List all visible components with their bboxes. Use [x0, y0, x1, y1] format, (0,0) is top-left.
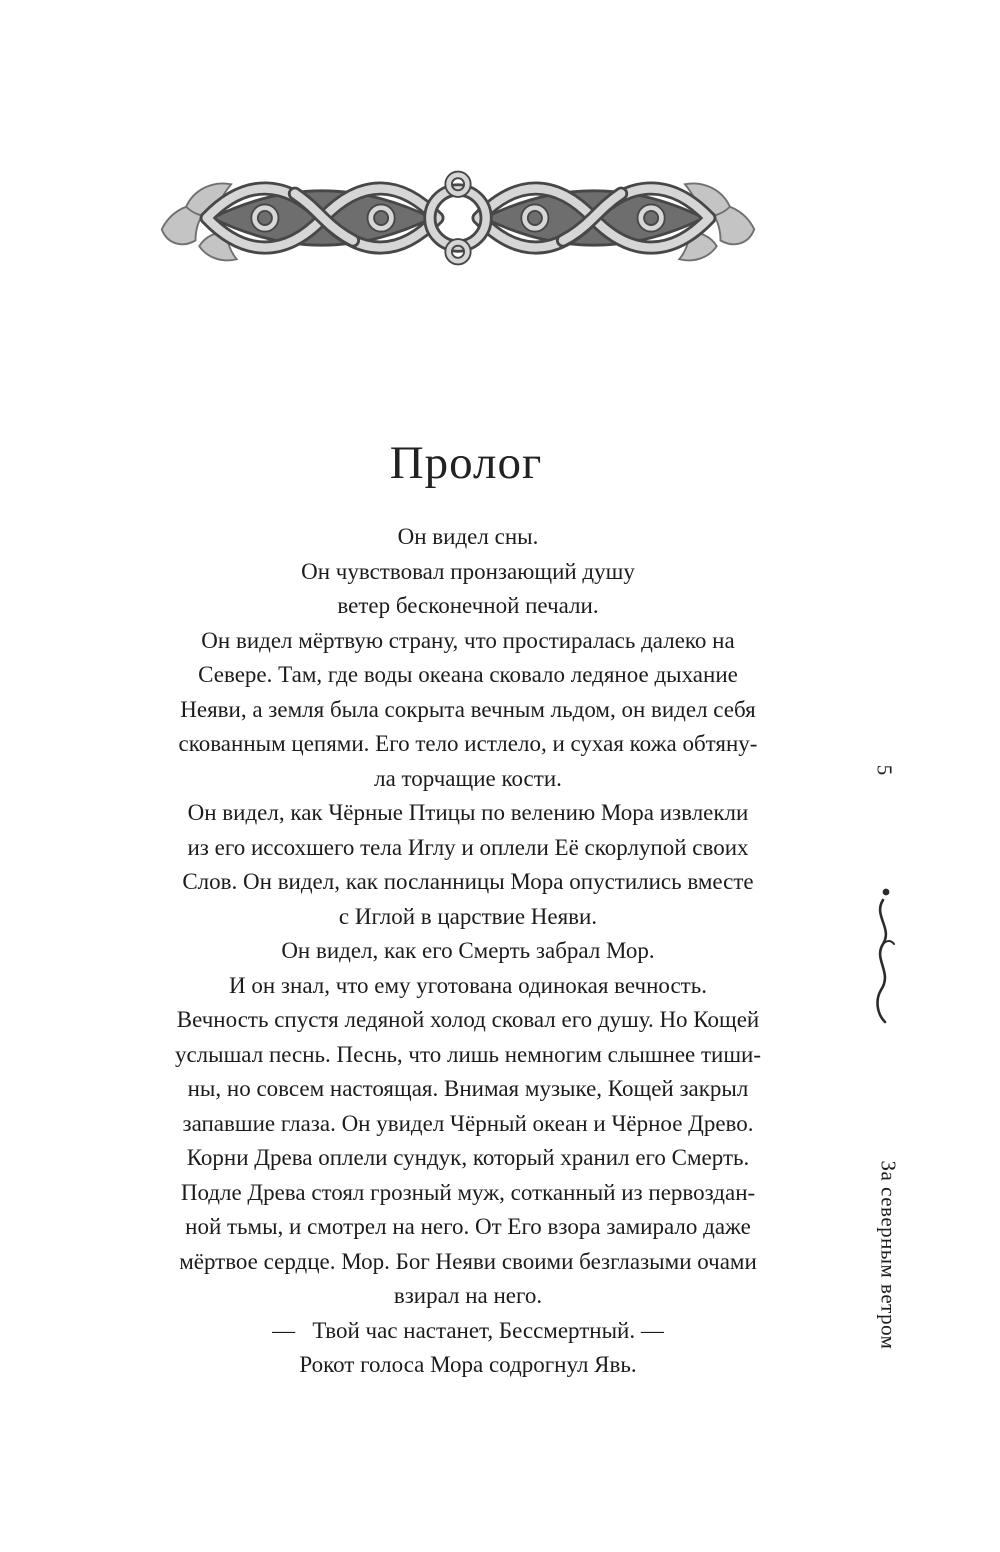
flourish-svg	[868, 882, 898, 1032]
running-title: За северным ветром	[876, 1160, 901, 1350]
body-line: взирал на него.	[393, 1283, 543, 1308]
body-line: ла торчащие кости.	[374, 765, 562, 791]
body-line: Он видел мёртвую страну, что простиралась далеко на	[201, 627, 735, 653]
body-line: Вечность спустя ледяной холод сковал его душу. Но Кощей	[176, 1007, 760, 1032]
body-line: Он видел сны.	[397, 524, 539, 549]
flourish-icon	[868, 882, 898, 1032]
body-line: Севере. Там, где воды океана сковало ледяное дыхание	[198, 662, 738, 687]
body-line: Подле Древа стоял грозный муж, сотканный из первоздан-	[180, 1179, 756, 1205]
body-line: Неяви, а земля была сокрыта вечным льдом, он видел себя	[180, 696, 756, 722]
body-line: Слов. Он видел, как посланницы Мора опустились вместе	[182, 869, 754, 894]
body-line: ветер бесконечной печали.	[337, 593, 599, 618]
body-line: с Иглой в царствие Неяви.	[338, 903, 598, 929]
body-line: Он видел, как его Смерть забрал Мор.	[281, 938, 655, 963]
body-line: Рокот голоса Мора содрогнул Явь.	[299, 1352, 637, 1377]
chapter-title: Пролог	[389, 437, 543, 489]
body-text	[96, 520, 840, 1383]
page-number: 5	[872, 764, 897, 776]
body-line: услышал песнь. Песнь, что лишь немногим слышнее тиши-	[174, 1041, 762, 1067]
body-line: Корни Древа оплели сундук, который хранил его Смерть.	[186, 1145, 750, 1170]
body-line: — Твой час настанет, Бессмертный. —	[272, 1317, 664, 1343]
body-line: Он чувствовал пронзающий душу	[301, 558, 635, 584]
body-line: Он видел, как Чёрные Птицы по велению Мора извлекли	[187, 800, 749, 825]
body-line: ной тьмы, и смотрел на него. От Его взора замирало даже	[185, 1214, 751, 1239]
body-line: И он знал, что ему уготована одинокая вечность.	[229, 972, 707, 998]
body-line: мёртвое сердце. Мор. Бог Неяви своими безглазыми очами	[179, 1248, 757, 1274]
body-line: из его иссохшего тела Иглу и оплели Её скорлупой своих	[187, 834, 749, 860]
knotwork-ornament-icon	[158, 158, 758, 278]
knotwork-band-svg	[158, 158, 758, 278]
body-line: запавшие глаза. Он увидел Чёрный океан и Чёрное Древо.	[182, 1110, 754, 1136]
body-line: ны, но совсем настоящая. Внимая музыке, Кощей закрыл	[187, 1076, 749, 1101]
body-line: скованным цепями. Его тело истлело, и сухая кожа обтяну-	[178, 731, 758, 756]
